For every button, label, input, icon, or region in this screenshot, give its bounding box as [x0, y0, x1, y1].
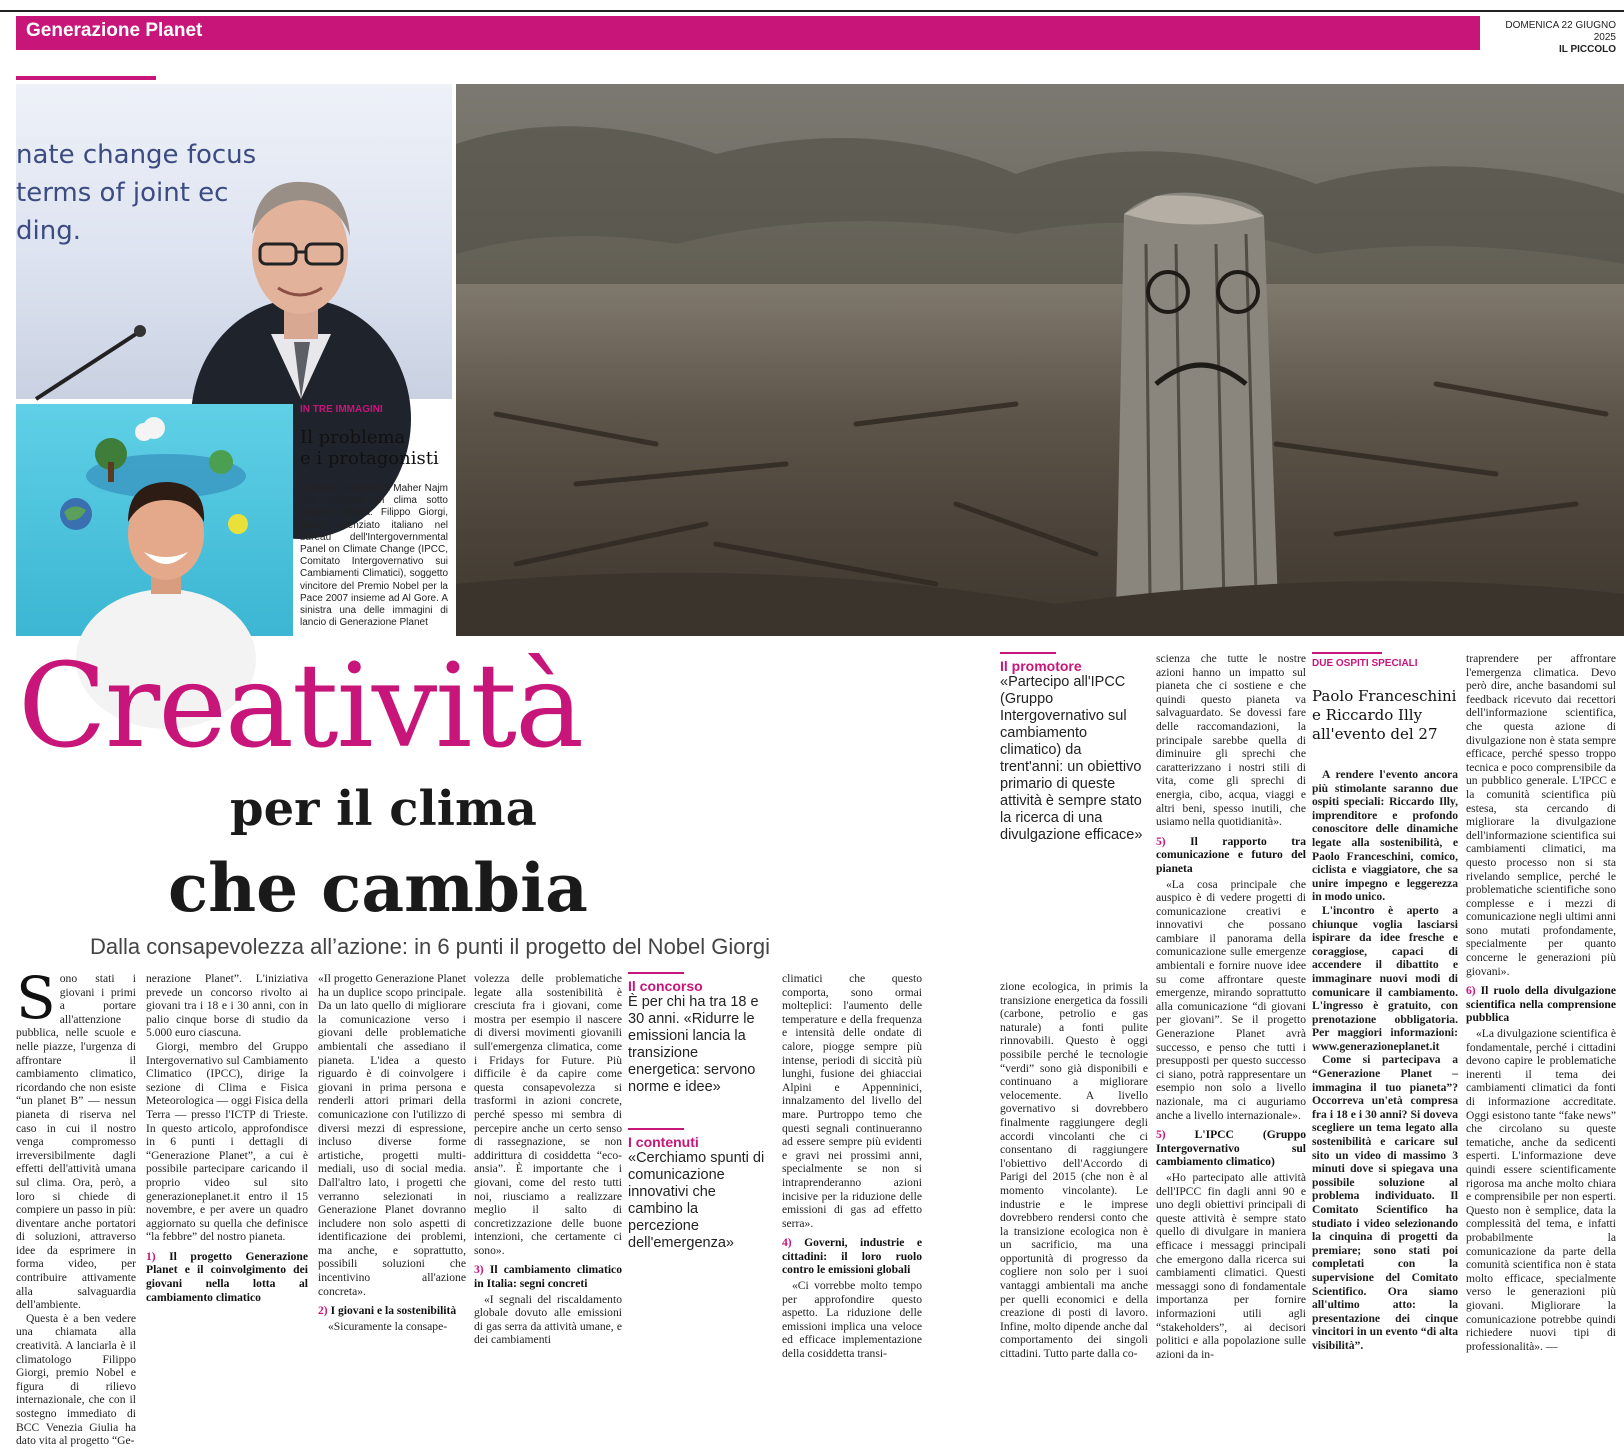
article-col-2 — [146, 972, 308, 1312]
article-paragraph: «Il progetto Generazione Planet ha un duplice scopo principale. Da un lato quello di migliorare la comunicazione verso i giovani delle problematiche ambientali che assediano il pianeta. L'idea a questo riguardo è di coinvolgere i giovani in prima persona e renderli attori primari della comunicazione con l'utilizzo di diversi mezzi di espressione, incluso diverse forme artistiche, progetti multi-mediali, uso di social media. Dall'altro lato, i progetti che verranno selezionati in Generazione Planet dovranno includere non solo aspetti di identificazione dei problemi, ma anche, e soprattutto, possibili soluzioni che incentivino all'azione concreta». — [318, 972, 466, 1298]
slide-text: nate change focus terms of joint ec ding. — [16, 140, 257, 246]
sidebar-title: Paolo Franceschini e Riccardo Illy all'evento del 27 — [1312, 687, 1457, 743]
headline-sub-2: che cambia — [168, 849, 588, 927]
article-col-10 — [1466, 652, 1616, 1353]
article-paragraph: «Sicuramente la consape- — [328, 1319, 448, 1333]
section-heading: 5) L'IPCC (Gruppo Intergovernativo sul cambiamento climatico) — [1156, 1128, 1306, 1169]
youth-illustration — [16, 404, 293, 636]
article-paragraph: Giorgi, membro del Gruppo Intergovernativo sul Cambiamento Climatico (IPCC), dirige la sezione di Clima e Fisica Meteorologica — oggi Fisica della Terra — presso l'ICTP di Trieste. In questo articolo, approfondisce in 6 punti i dettagli di “Generazione Planet”, a cui è possibile partecipare caricando il proprio video sul sito generazioneplanet.it entro il 15 novembre, e per avere un quadro aggiornato su quella che definisce “la febbre” del nostro pianeta. — [146, 1039, 308, 1244]
caption-body: A destra: una foto di Maher Najm che racconta un clima sotto attacco. Sopra: Filippo Giorgi, unico scienziato italiano nel bureau dell'Intergovernmental Panel on Climate Change (IPCC, Comitato Intergovernativo sui Cambiamenti Climatici), soggetto vincitore del Premio Nobel per la Pace 2007 insieme ad Al Gore. A sinistra una delle immagini di lancio di Generazione Planet — [300, 483, 448, 629]
section-bar — [16, 16, 1480, 50]
article-paragraph: «La cosa principale che auspico è di vedere progetti di comunicazione creativi e innovativi che possano cambiare il panorama della comunicazione sulle emergenze ambientali e fornire nuove idee su come affrontare queste emergenze, mirando soprattutto alla comunicazione “di giovani per giovani”. Se il progetto Generazione Planet avrà successo, e penso che tutti i presupposti per questo successo ci siano, potrà rappresentare un esempio non solo a livello nazionale, ma ci auguriamo anche a livello internazionale». — [1156, 877, 1306, 1122]
box-kicker: Il promotore — [1000, 658, 1082, 674]
box-concorso — [628, 972, 768, 1096]
caption-kicker: IN TRE IMMAGINI — [300, 404, 383, 415]
dropcap: S — [16, 964, 56, 1032]
article-paragraph: Questa è a ben vedere una chiamata alla creatività. A lanciarla è il climatologo Filippo Giorgi, premio Nobel e figura di rilievo internazionale, che con il sostegno immediato di BCC Venezia Giulia ha dato vita al progetto “Ge- — [16, 1311, 136, 1448]
article-col-1 — [16, 964, 136, 1448]
sidebar-paragraph: Come si partecipava a “Generazione Planet – immagina il tuo pianeta”? Occorreva un'età compresa fra i 18 e i 30 anni? Si doveva scegliere un tema legato alla sostenibilità e caricare sul sito un video di massimo 3 minuti dove si spiegava una possibile soluzione al problema individuato. Il Comitato Scientifico ha studiato i video selezionando la cinquina di progetti da premiare; sono stati poi completati con la supervisione del Comitato Scientifico. Ora siamo all'ultimo atto: la presentazione dei cinque vincitori in un evento “di alta visibilità”. — [1312, 1053, 1458, 1352]
article-col-7 — [1000, 980, 1148, 1361]
scientist-figure — [16, 84, 452, 399]
article-paragraph: «I segnali del riscaldamento globale dovuto alle emissioni di gas serra da attività umane, e dei cambiamenti — [474, 1292, 622, 1347]
paper-name: IL PICCOLO — [1558, 44, 1616, 55]
sidebar-guests — [1312, 652, 1458, 744]
sidebar-kicker: DUE OSPITI SPECIALI — [1312, 658, 1418, 669]
box-contenuti — [628, 1128, 768, 1252]
section-heading: 2) I giovani e la sostenibilità — [318, 1304, 457, 1318]
section-title: Generazione Planet — [26, 20, 203, 41]
section-heading: 1) Il progetto Generazione Planet e il coinvolgimento dei giovani nella lotta al cambiamento climatico — [146, 1249, 308, 1304]
box-kicker: I contenuti — [628, 1134, 699, 1150]
article-col-6 — [782, 972, 922, 1361]
section-heading: 6) Il ruolo della divulgazione scientifica nella comprensione pubblica — [1466, 984, 1616, 1025]
article-paragraph: traprendere per affrontare l'emergenza climatica. Devo però dire, anche basandomi sul feedback ricevuto dai recettori dell'informazione scientifica, che questa azione di divulgazione non è stata sempre efficace, perché spesso troppo tecnica e poco comprensibile da un pubblico generale. L'IPCC e la comunità scientifica più estesa, sta cercando di migliorare la divulgazione dell'informazione scientifica sui cambiamenti climatici, ma questo processo non si sta rivelando semplice, perché le problematiche scientifiche sono complesse e i mezzi di comunicazione negli ultimi anni sono mutati profondamente, specialmente per quanto concerne le generazioni più giovani». — [1466, 652, 1616, 978]
box-promotore — [1000, 652, 1144, 844]
article-paragraph: «La divulgazione scientifica è fondamentale, perché i cittadini devono capire le problematiche inerenti il tema dei cambiamenti climatici da fonti di informazione accreditate. Oggi esistono tante “fake news” che circolano su queste tematiche, anche da sedicenti esperti. L'informazione deve quindi essere scientificamente rigorosa ma anche molto chiara e comprensibile per non esperti. Questo non è semplice, data la complessità del tema, e infatti probabilmente la comunicazione da parte della comunità scientifica non è stata molto efficace, specialmente verso le generazioni più giovani. Migliorare la comunicazione potrebbe quindi richiedere nuovi tipi di professionalità». — — [1466, 1027, 1616, 1353]
stump-landscape — [456, 84, 1624, 636]
article-col-8 — [1156, 652, 1306, 1361]
photo-caption — [300, 404, 448, 636]
article-col-3 — [318, 972, 466, 1333]
article-paragraph: ono stati i giovani i primi a portare all'attenzione pubblica, nelle scuole e nelle piazze, l'urgenza di affrontare il cambiamento climatico, ricordando che non esiste “un planet B” — nessun pianeta di riserva nel caso in cui il nostro venga compromesso irreversibilmente dagli effetti dell'attività umana sul clima. Ora, però, a loro si chiede di compiere un passo in più: diventare anche portatori di soluzioni, attraverso idee da esprimere in forma video, per contribuire attivamente alla salvaguardia dell'ambiente. — [16, 972, 136, 1312]
article-paragraph: «Ho partecipato alle attività dell'IPCC fin dagli anni 90 e uno degli obiettivi principali di queste attività è sempre stato quello di divulgare in maniera efficace i messaggi principali che emergono dalla ricerca sui cambiamenti climatici. Questi messaggi sono di fondamentale importanza per fornire informazioni utili agli “stakeholders”, ai decisori politici e alla popolazione sulle azioni da in- — [1156, 1170, 1306, 1361]
photo-generazione-planet-launch — [16, 404, 293, 636]
section-heading: 3) Il cambiamento climatico in Italia: segni concreti — [474, 1263, 622, 1291]
dateline — [1488, 20, 1616, 56]
photo-filippo-giorgi — [16, 84, 452, 399]
caption-title: Il problema e i protagonisti — [300, 427, 439, 469]
section-heading: 4) Governi, industrie e cittadini: il loro ruolo contro le emissioni globali — [782, 1236, 922, 1277]
article-paragraph: zione ecologica, in primis la transizione energetica da fossili (carbone, petrolio e gas naturale) a fonti pulite rinnovabili. Questo è oggi possibile perché le tecnologie “verdi” sono già disponibili e continuano a migliorare velocemente. A livello governativo si dovrebbero finalmente raggiungere degli accordi vincolanti che ci consentano di raggiungere l'obiettivo dell'Accordo di Parigi del 2015 (che non è al momento vincolante). Le industrie e le imprese dovrebbero rendersi conto che la transizione ecologica non è un sacrificio, ma una opportunità di progresso da cogliere non solo per i suoi vantaggi ambientali ma anche per quelli economici e della creazione di posti di lavoro. Infine, molto dipende anche dal comportamento dei singoli cittadini. Tutto parte dalla co- — [1000, 980, 1148, 1361]
article-col-4 — [474, 972, 622, 1347]
photo-tree-stump — [456, 84, 1624, 636]
sidebar-paragraph: A rendere l'evento ancora più stimolante saranno due ospiti speciali: Riccardo Illy, imprenditore e profondo conoscitore delle dinamiche legate alla sostenibilità, e Paolo Franceschini, comico, ciclista e viaggiatore, che sa unire impegno e leggerezza in modo unico. — [1312, 768, 1458, 904]
article-paragraph: nerazione Planet”. L'iniziativa prevede un concorso rivolto ai giovani tra i 18 e i 30 anni, con in palio cinque borse di studio da 5.000 euro ciascuna. — [146, 972, 308, 1040]
headline-main: Creatività — [18, 639, 583, 774]
top-rule — [0, 0, 1624, 12]
box-text: È per chi ha tra 18 e 30 anni. «Ridurre le emissioni lancia la transizione energetica: servono norme e idee» — [628, 994, 759, 1095]
article-paragraph: «Ci vorrebbe molto tempo per approfondire questo aspetto. La riduzione delle emissioni implica una veloce ed efficace implementazione della cosiddetta transi- — [782, 1279, 922, 1361]
headline-sub-1: per il clima — [230, 781, 537, 837]
article-paragraph: volezza delle problematiche legate alla sostenibilità è cresciuta fra i giovani, come mostra per esempio il nascere di diversi movimenti giovanili sull'emergenza climatica, come i Fridays for Future. Più difficile è da capire come questa consapevolezza si trasformi in azioni concrete, perché spesso mi sembra di percepire anche un certo senso di rassegnazione, se non addirittura di cosiddetta “eco-ansia”. È importante che i giovani, come del resto tutti noi, riusciamo a realizzare meglio il salto di concretizzazione delle buone intenzioni, che certamente ci sono». — [474, 972, 622, 1257]
sidebar-paragraph: L'incontro è aperto a chiunque voglia lasciarsi ispirare da idee fresche e coraggiose, capaci di accendere il dibattito e immaginare nuovi modi di comunicare il cambiamento. L'ingresso è gratuito, con prenotazione obbligatoria. Per maggiori informazioni: www.generazioneplanet.it — [1312, 903, 1458, 1053]
box-kicker: Il concorso — [628, 978, 703, 994]
article-paragraph: scienza che tutte le nostre azioni hanno un impatto sul pianeta che ci sostiene e che quindi questo pianeta va salvaguardato. Se dovessi fare delle raccomandazioni, la principale sarebbe quella di diminuire gli sprechi che caratterizzano i nostri stili di vita, come gli sprechi di energia, cibo, acqua, viaggi e altri beni, spesso inutili, che usiamo nella quotidianità». — [1156, 652, 1306, 829]
section-heading: 5) Il rapporto tra comunicazione e futuro del pianeta — [1156, 834, 1306, 875]
box-text: «Cerchiamo spunti di comunicazione innovativi che cambino la percezione dell'emergenza» — [628, 1150, 765, 1251]
headline-deck: Dalla consapevolezza all’azione: in 6 punti il progetto del Nobel Giorgi — [90, 934, 770, 959]
article-paragraph: climatici che questo comporta, sono ormai molteplici: l'aumento delle temperature e della frequenza e intensità delle ondate di calore, piogge sempre più intense, periodi di siccità più lunghi, fusione dei ghiacciai Alpini e Appenninici, innalzamento del livello del mare. Purtroppo temo che questi segnali continueranno ad essere sempre più evidenti e gravi nei prossimi anni, specialmente se non si intraprenderanno azioni incisive per la riduzione delle emissioni di gas ad effetto serra». — [782, 972, 922, 1230]
box-text: «Partecipo all'IPCC (Gruppo Intergovernativo sul cambiamento climatico) da trent'anni: un obiettivo primario di queste attività è sempre stato la ricerca di una divulgazione efficace» — [1000, 674, 1143, 843]
sidebar-body — [1312, 768, 1458, 1352]
issue-date: DOMENICA 22 GIUGNO 2025 — [1505, 20, 1616, 43]
accent-rule — [16, 76, 156, 80]
